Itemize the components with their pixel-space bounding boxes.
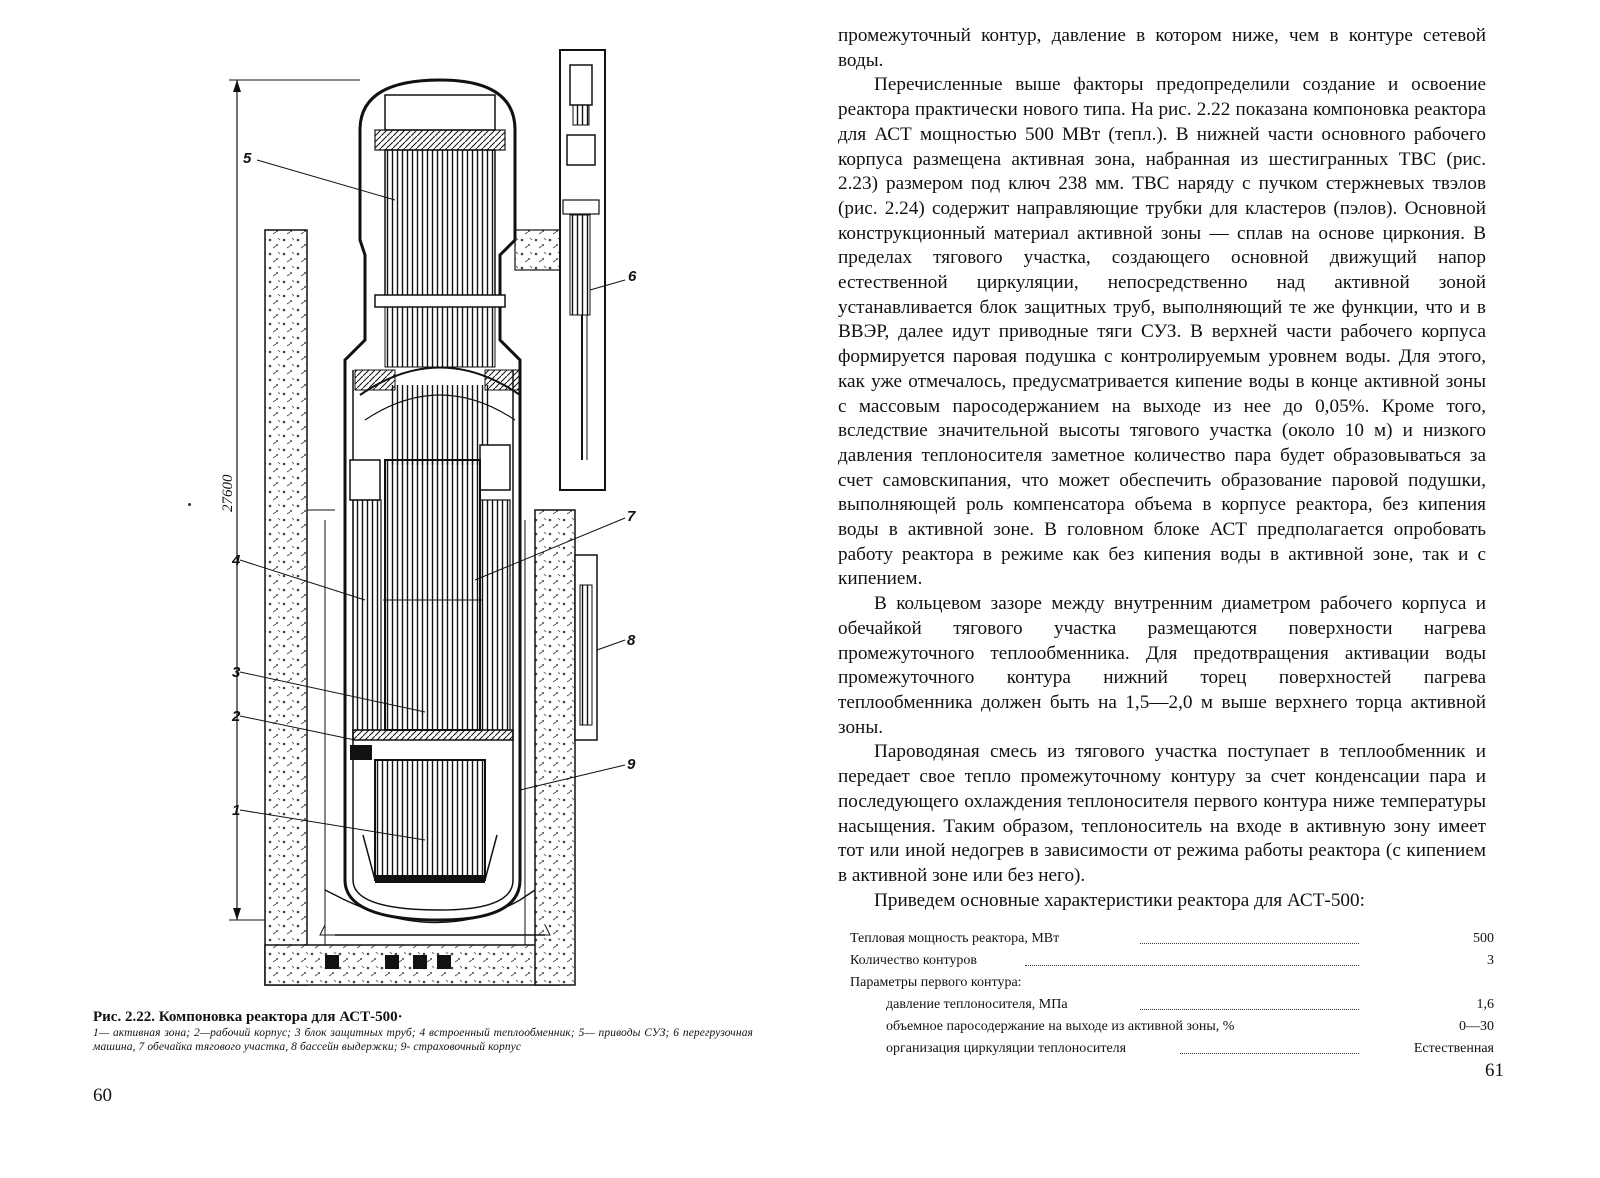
spec-value: 0—30 xyxy=(1459,1019,1494,1034)
spec-table xyxy=(850,928,1494,1060)
reactor-vessel xyxy=(320,80,550,935)
callout-6: 6 xyxy=(628,268,637,285)
callout-2: 2 xyxy=(232,708,241,725)
callout-4: 4 xyxy=(232,552,241,569)
callout-3: 3 xyxy=(232,664,241,681)
paragraph-1: промежуточный контур, давление в котором ниже, чем в контуре сетевой воды. xyxy=(838,25,1486,71)
figure-caption-legend: 1— активная зона; 2—рабочий корпус; 3 блок защитных труб; 4 встроенный теплообменник; 5— приводы СУЗ; 6 перегрузочная машина, 7 обечайка тягового участка, 8 бассейн выдержки; 9- страховочный корпус xyxy=(93,1027,753,1053)
spec-value: 500 xyxy=(1473,931,1494,946)
reactor-layout-figure xyxy=(225,40,665,1000)
leader-dots xyxy=(1025,965,1359,966)
spec-row xyxy=(850,972,1494,994)
body-text xyxy=(838,24,1486,913)
spec-label: Тепловая мощность реактора, МВт xyxy=(850,928,1063,950)
spec-label: Количество контуров xyxy=(850,950,981,972)
paragraph-4: Пароводяная смесь из тягового участка поступает в теплообменник и передает свое тепло промежуточному контуру за счет конденсации пара и последующего охлаждения теплоносителя первого контура ниже температуры насыщения. Таким образом, теплоноситель на входе в активную зону имеет тот или иной недогрев в зависимости от режима работы реактора (с кипением в активной зоне или без него). xyxy=(838,741,1486,886)
spec-row xyxy=(850,1038,1494,1060)
spec-row xyxy=(850,928,1494,950)
leader-dots xyxy=(1140,943,1359,944)
spec-label: объемное паросодержание на выходе из активной зоны, % xyxy=(886,1016,1238,1038)
reloading-machine xyxy=(560,50,605,490)
paragraph-3: В кольцевом зазоре между внутренним диаметром рабочего корпуса и обечайкой тягового участка размещаются поверхности нагрева промежуточного теплообменника. Для предотвращения активации воды промежуточного контура нижний торец поверхностей пагрева теплообменника должен быть на 1,5—2,0 м выше верхнего торца активной зоны. xyxy=(838,593,1486,738)
callout-9: 9 xyxy=(627,756,636,773)
paragraph-5: Приведем основные характеристики реактора для АСТ-500: xyxy=(874,889,1365,911)
spec-label: давление теплоносителя, МПа xyxy=(886,994,1072,1016)
spec-value: 3 xyxy=(1487,953,1494,968)
paragraph-2: Перечисленные выше факторы предопределили создание и освоение реактора практически нового типа. На рис. 2.22 показана компоновка реактора для АСТ мощностью 500 МВт (тепл.). В нижней части основного рабочего корпуса размещена активная зона, набранная из шестигранных ТВС (рис. 2.23) размером под ключ 238 мм. ТВС наряду с пучком стержневых твэлов (рис. 2.24) содержит направляющие трубки для кластеров (пэлов). Основной конструкционный материал активной зоны — сплав на основе циркония. В пределах тягового участка, создающего основной движущий напор естественной циркуляции, непосредственно над активной зоной устанавливается блок защитных труб, выполняющий те же функции, что и в ВВЭР, далее идут приводные тяги СУЗ. В верхней части рабочего корпуса формируется паровая подушка с контролируемым уровнем воды. Для этого, как уже отмечалось, предусматривается кипение воды в конце активной зоны с массовым паросодержанием на выходе из нее до 0,05%. Кроме того, вследствие значительной высоты тягового участка (около 10 м) и низкого давления теплоносителя заметное количество пара будет образовываться за счет самовскипания, что может обеспечить образование паровой подушки, выполняющей роль компенсатора объема в корпусе реактора, без кипения воды в активной зоне. В головном блоке АСТ предполагается опробовать работу реактора в режиме как без кипения воды в активной зоне, так и с кипением. xyxy=(838,74,1486,590)
figure-caption-title: Рис. 2.22. Компоновка реактора для АСТ-500· xyxy=(93,1009,403,1025)
leader-dots xyxy=(1180,1053,1359,1054)
stray-dot xyxy=(188,503,191,506)
spent-fuel-pool xyxy=(575,555,597,740)
callout-8: 8 xyxy=(627,632,636,649)
spec-label: Параметры первого контура: xyxy=(850,972,1026,994)
spec-row xyxy=(850,994,1494,1016)
callout-7: 7 xyxy=(627,508,636,525)
leader-dots xyxy=(1140,1009,1359,1010)
callout-5: 5 xyxy=(243,150,252,167)
spec-value: Естественная xyxy=(1413,1041,1494,1056)
page-number-right: 61 xyxy=(1485,1060,1504,1081)
spec-row xyxy=(850,950,1494,972)
figure-caption xyxy=(93,1008,753,1054)
callout-1: 1 xyxy=(232,802,241,819)
page-number-left: 60 xyxy=(93,1085,112,1106)
right-page xyxy=(800,0,1600,1178)
spec-label: организация циркуляции теплоносителя xyxy=(886,1038,1130,1060)
spec-row xyxy=(850,1016,1494,1038)
height-dimension-label: 27600 xyxy=(220,474,236,512)
spec-value: 1,6 xyxy=(1476,997,1494,1012)
